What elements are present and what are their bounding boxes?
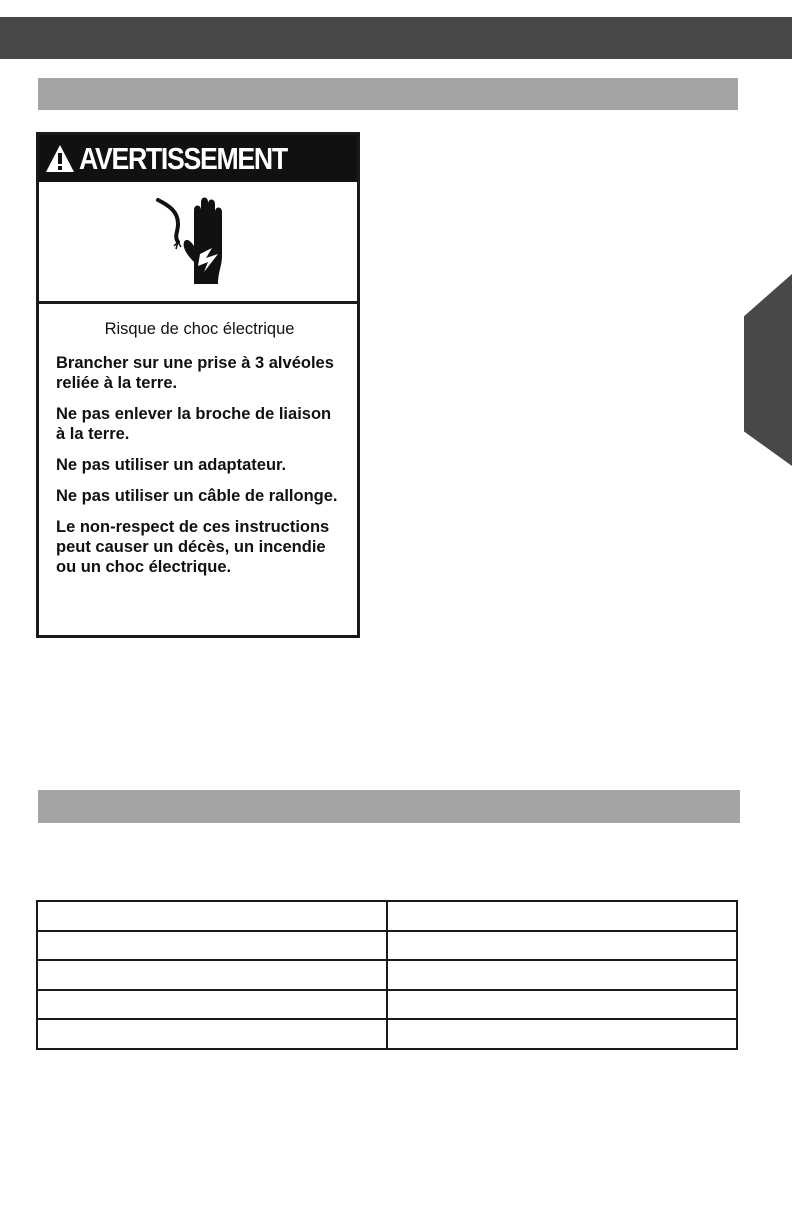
table-cell: [387, 1019, 737, 1049]
warning-title: AVERTISSEMENT: [79, 141, 287, 176]
section-header-bar-1: [38, 78, 738, 110]
risk-title: Risque de choc électrique: [104, 320, 295, 338]
table-row: [37, 901, 737, 931]
warning-paragraph: Ne pas utiliser un adaptateur.: [56, 456, 287, 474]
warning-header: [39, 135, 357, 182]
table-cell: [37, 901, 387, 931]
table-cell: [37, 931, 387, 961]
table-cell: [37, 960, 387, 990]
table-cell: [387, 931, 737, 961]
table-cell: [37, 1019, 387, 1049]
table-cell: [387, 990, 737, 1020]
table-cell: [37, 990, 387, 1020]
warning-paragraph: Brancher sur une prise à 3 alvéoles reliée à la terre.: [56, 354, 334, 392]
warning-label: [36, 132, 360, 638]
warning-paragraph: Le non-respect de ces instructions peut causer un décès, un incendie ou un choc électrique.: [56, 518, 330, 576]
specs-table: [36, 900, 738, 1050]
electric-shock-hand-icon: [148, 192, 248, 292]
warning-triangle-icon: [45, 144, 75, 174]
warning-text: [39, 304, 357, 577]
symbol-area: [39, 182, 357, 304]
table-row: [37, 1019, 737, 1049]
table-row: [37, 931, 737, 961]
table-row: [37, 990, 737, 1020]
warning-paragraph: Ne pas enlever la broche de liaison à la terre.: [56, 405, 332, 443]
table-cell: [387, 901, 737, 931]
warning-paragraph: Ne pas utiliser un câble de rallonge.: [56, 487, 338, 505]
table-cell: [387, 960, 737, 990]
section-header-bar-2: [38, 790, 740, 823]
header-bar: [0, 17, 792, 59]
table-row: [37, 960, 737, 990]
side-tab: [744, 274, 792, 466]
